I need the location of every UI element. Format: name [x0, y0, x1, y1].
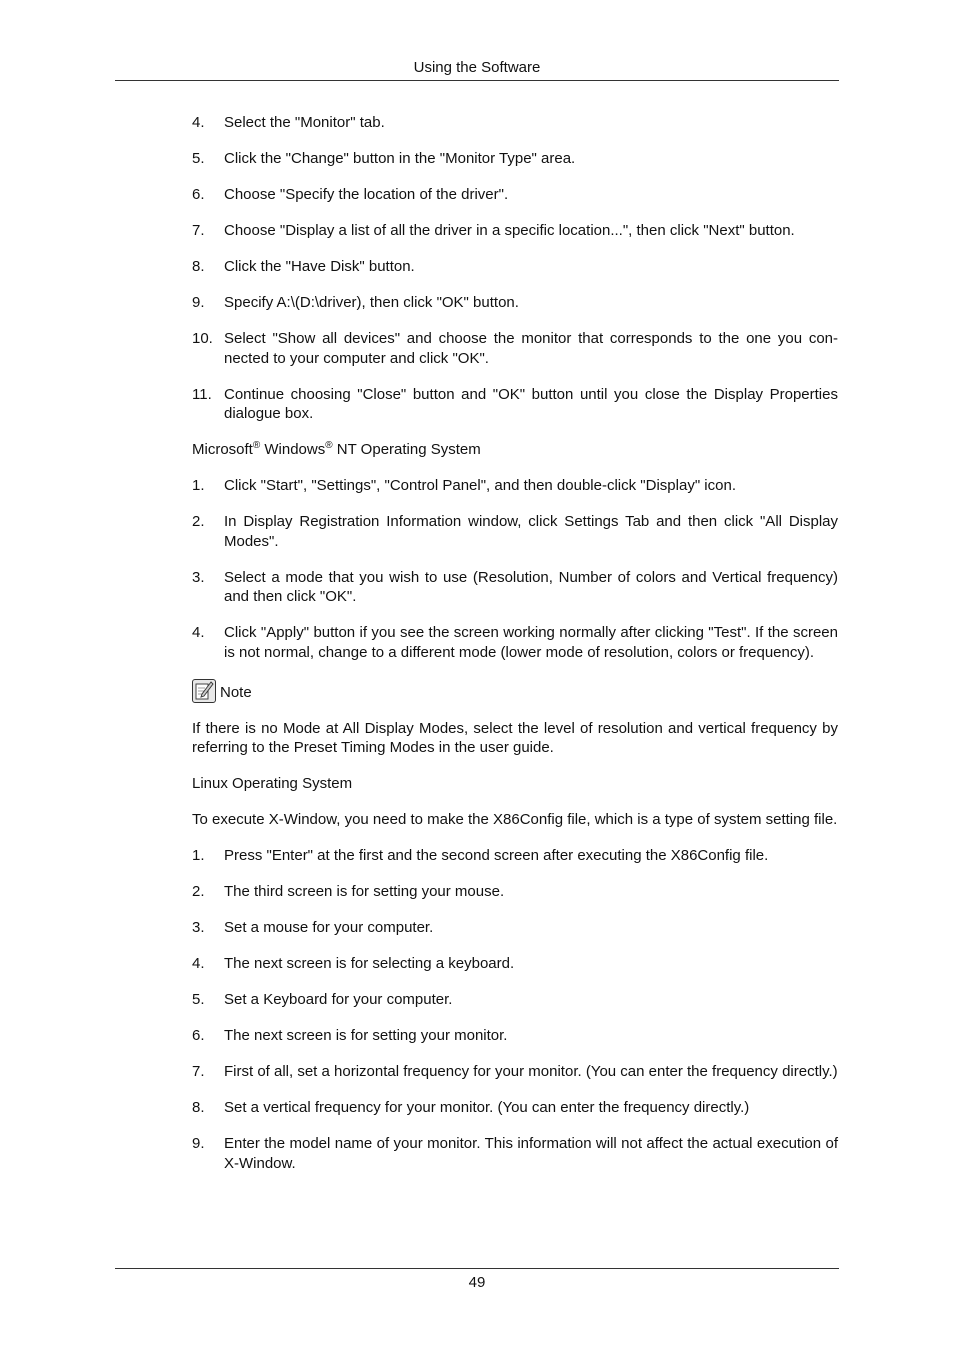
list-number: 5.: [192, 991, 205, 1008]
list-text: Click "Apply" button if you see the screen working normally after clicking "Test". If the screen is not normal, change to a different mode (lower mode of resolution, colors or frequency).: [224, 624, 838, 661]
list-item: [192, 954, 838, 974]
list-text: The next screen is for setting your monitor.: [224, 1027, 508, 1044]
list-item: [192, 257, 838, 277]
list-text: Set a vertical frequency for your monitor. (You can enter the frequency directly.): [224, 1099, 750, 1116]
list-number: 5.: [192, 150, 205, 167]
list-number: 3.: [192, 919, 205, 936]
monitor-steps-list: [192, 113, 838, 424]
nt-section-heading: Microsoft® Windows® NT Operating System: [192, 440, 481, 458]
list-item: [192, 329, 838, 368]
list-number: 1.: [192, 847, 205, 864]
page-header-title: Using the Software: [413, 59, 541, 76]
list-item: [192, 882, 838, 902]
list-number: 9.: [192, 294, 205, 311]
list-number: 9.: [192, 1135, 205, 1152]
list-text: Enter the model name of your monitor. This information will not affect the actual execution of X-Window.: [224, 1135, 838, 1172]
list-text: The next screen is for selecting a keyboard.: [224, 955, 515, 972]
list-item: [192, 623, 838, 662]
list-item: [192, 221, 838, 241]
list-text: Set a mouse for your computer.: [224, 919, 434, 936]
list-number: 7.: [192, 1063, 205, 1080]
list-number: 4.: [192, 955, 205, 972]
list-text: Set a Keyboard for your computer.: [224, 991, 453, 1008]
list-number: 2.: [192, 883, 205, 900]
list-text: Continue choosing "Close" button and "OK" button until you close the Display Properties dialogue box.: [224, 385, 838, 422]
list-number: 7.: [192, 222, 205, 239]
list-text: Click the "Change" button in the "Monitor Type" area.: [224, 150, 576, 167]
list-text: Select the "Monitor" tab.: [224, 114, 385, 131]
note-label: Note: [220, 684, 252, 701]
list-number: 3.: [192, 568, 205, 586]
linux-steps-list: [192, 846, 838, 1173]
list-number: 2.: [192, 513, 205, 530]
list-text: Specify A:\(D:\driver), then click "OK" button.: [224, 294, 519, 311]
linux-intro-paragraph: To execute X-Window, you need to make the X86Config file, which is a type of system setting file.: [192, 811, 838, 828]
list-item: [192, 990, 838, 1010]
list-item: [192, 385, 838, 424]
list-number: 11.: [192, 385, 212, 403]
list-text: Choose "Display a list of all the driver in a specific location...", then click "Next" button.: [224, 222, 795, 239]
list-item: [192, 568, 838, 607]
list-text: The third screen is for setting your mouse.: [224, 883, 505, 900]
list-number: 1.: [192, 477, 205, 494]
list-item: [192, 185, 838, 205]
note-text: If there is no Mode at All Display Modes, select the level of resolution and vertical frequency by referring to the Preset Timing Modes in the user guide.: [192, 719, 838, 756]
list-number: 4.: [192, 624, 205, 641]
list-item: [192, 113, 838, 133]
list-item: [192, 1062, 838, 1082]
list-item: [192, 476, 838, 496]
list-text: Click "Start", "Settings", "Control Panel", and then double-click "Display" icon.: [224, 477, 736, 494]
linux-section-heading: Linux Operating System: [192, 775, 353, 792]
page-number: 49: [468, 1274, 486, 1291]
list-item: [192, 149, 838, 169]
list-text: First of all, set a horizontal frequency for your monitor. (You can enter the frequency directly.): [224, 1063, 838, 1080]
list-item: [192, 293, 838, 313]
list-number: 10.: [192, 330, 213, 347]
footer-rule: [115, 1268, 839, 1269]
nt-steps-list: [192, 476, 838, 662]
list-text: Select "Show all devices" and choose the monitor that corresponds to the one you con-nected to your computer and click "OK".: [224, 330, 838, 367]
list-item: [192, 918, 838, 938]
list-text: Click the "Have Disk" button.: [224, 258, 415, 275]
list-item: [192, 1134, 838, 1173]
list-text: In Display Registration Information window, click Settings Tab and then click "All Display Modes".: [224, 513, 838, 550]
list-item: [192, 1098, 838, 1118]
list-text: Press "Enter" at the first and the second screen after executing the X86Config file.: [224, 847, 769, 864]
list-number: 4.: [192, 114, 205, 131]
list-item: [192, 1026, 838, 1046]
list-number: 8.: [192, 1099, 205, 1116]
list-item: [192, 846, 838, 866]
header-rule: [115, 80, 839, 81]
page-content: [192, 113, 838, 1190]
list-item: [192, 512, 838, 551]
list-text: Choose "Specify the location of the driver".: [224, 186, 509, 203]
list-number: 6.: [192, 1027, 205, 1044]
list-number: 6.: [192, 186, 205, 203]
list-text: Select a mode that you wish to use (Resolution, Number of colors and Vertical frequency) and then click "OK".: [224, 568, 838, 605]
note-header: [192, 679, 838, 703]
list-number: 8.: [192, 258, 205, 275]
note-icon: [192, 679, 216, 703]
